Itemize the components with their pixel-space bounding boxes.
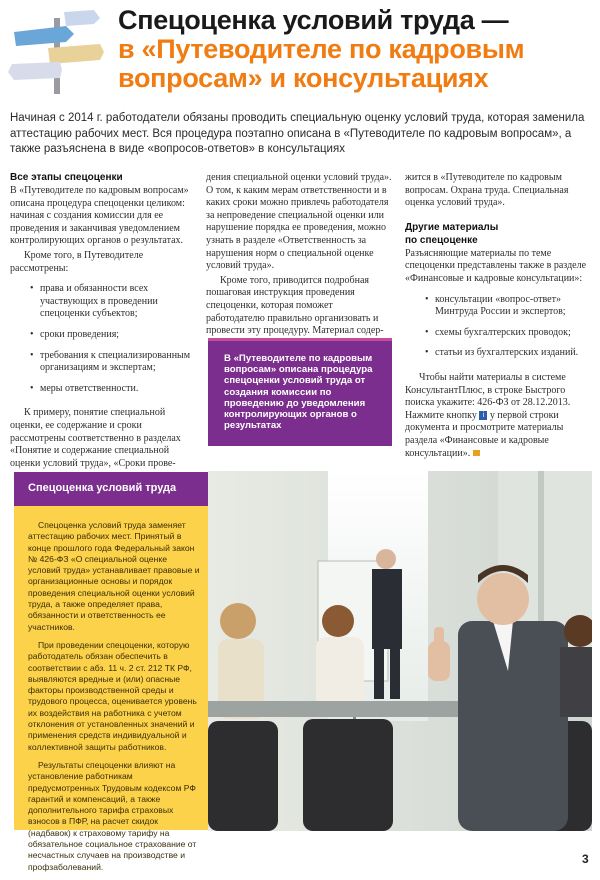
column-2 [206,172,392,340]
signpost-icon [8,8,108,96]
sidebar-body [28,520,200,880]
list-item: • меры ответственности. [32,383,196,396]
pull-quote: В «Путеводителе по кадровым вопросам» описана процедура спецоценки условий труда от создания комиссии по проведению до уведомления контролирующих органов о результатах [208,338,392,446]
info-button-icon: i [479,411,487,420]
title-line-2: в «Путеводителе по кадровым [118,34,525,64]
section-heading: Все этапы спецоценки [10,172,123,183]
paragraph: Разъясняющие материалы по теме спецоценки представлены также в разделе «Финансовые и кадровые консультации»: [405,247,587,284]
section-heading: Другие материалы [405,221,499,233]
paragraph [405,372,591,460]
office-meeting-photo [208,471,592,831]
paragraph: Результаты спецоценки влияют на установление работникам предусмотренных Трудовым кодексом РФ гарантий и компенсаций, а также дополнительного тарифа страховых взносов в ПФР, на расчет скидок (надбавок) к страховому тарифу на обязательное социальное страхование от несчастных случаев на производстве и профзаболеваний. [28,759,197,872]
list-item: • права и обязанности всех участвующих в проведении спецоценки субъектов; [32,283,196,321]
list-item: • консультации «вопрос-ответ» Минтруда России и экспертов; [427,294,591,319]
list-item: • сроки проведения; [32,329,196,342]
title-line-3: вопросам» и консультациях [118,63,489,93]
list-item: • требования к специализированным организациям и экспертам; [32,350,196,375]
paragraph: При проведении спецоценки, которую работодатель обязан обеспечить в соответствии с абз. 11 ч. 2 ст. 212 ТК РФ, выявляются вредные и (или) опасные факторы производственной среды и трудового процесса, оценивается уровень их воздействия на работника с учетом отклонения от установленных значений и применения средств индивидуальной и коллективной защиты работников. [28,639,197,752]
paragraph: жится в «Путеводителе по кадровым вопросам. Охрана труда. Специальная оценка условий труда». [405,172,569,209]
lead-paragraph: Начиная с 2014 г. работодатели обязаны проводить специальную оценку условий труда, которая заменила аттестацию рабочих мест. Вся процедура поэтапно описана в «Путеводителе по кадровым вопросам», а также разъяснена в виде «вопросов-ответов» в консультациях [10,112,585,155]
paragraph: Кроме того, в Путеводителе рассмотрены: [10,249,144,274]
paragraph: К примеру, понятие специальной оценки, ее содержание и сроки рассмотрены соответственно в разделах «Понятие и содержание специальной оценки условий труда», «Сроки прове- [10,407,181,469]
page-title [118,6,588,93]
sidebar-box [14,472,208,872]
search-instructions-end: у первой строки документа и просмотрите материалы раздела «Финансовые и кадровые консультации». [405,409,564,459]
column-1 [10,172,196,472]
list-item: • статьи из бухгалтерских изданий. [427,347,591,360]
sidebar-title: Спецоценка условий труда [14,472,208,506]
end-mark-icon [473,450,480,456]
search-instructions: Чтобы найти материалы в системе КонсультантПлюс, в строке Быстрого поиска укажите: 426-ФЗ от 28.12.2013. Нажмите кнопку [405,371,571,421]
paragraph: Спецоценка условий труда заменяет аттестацию рабочих мест. Принятый в конце прошлого года Федеральный закон № 426-ФЗ «О специальной оценке условий труда» устанавливает правовые и организационные основы и порядок проведения специальной оценки условий труда, а также определяет права, обязанности и ответственность ее участников. [28,520,200,632]
title-line-1: Спецоценка условий труда — [118,5,509,35]
list-item: • схемы бухгалтерских проводок; [427,327,591,340]
column-3 [405,172,591,462]
page-number: 3 [582,852,589,866]
paragraph: В «Путеводителе по кадровым вопросам» описана процедура спецоценки целиком: начиная с создания комиссии для ее проведения и заканчивая уведомлением контролирующих органов о результатах. [10,185,189,247]
paragraph: Кроме того, приводится подробная пошаговая инструкция проведения спецоценки, которая поможет работодателю правильно организовать и провести эту процедуру. Материал содер- [206,274,384,337]
paragraph: дения специальной оценки условий труда». О том, к каким мерам ответственности и в каких сроки можно привлечь работодателя за непроведение специальной оценки или нарушение порядка ее проведения, можно узнать в разделе «Ответственность за нарушения норм о специальной оценке условий труда». [206,172,392,272]
section-heading: по спецоценке [405,234,478,246]
